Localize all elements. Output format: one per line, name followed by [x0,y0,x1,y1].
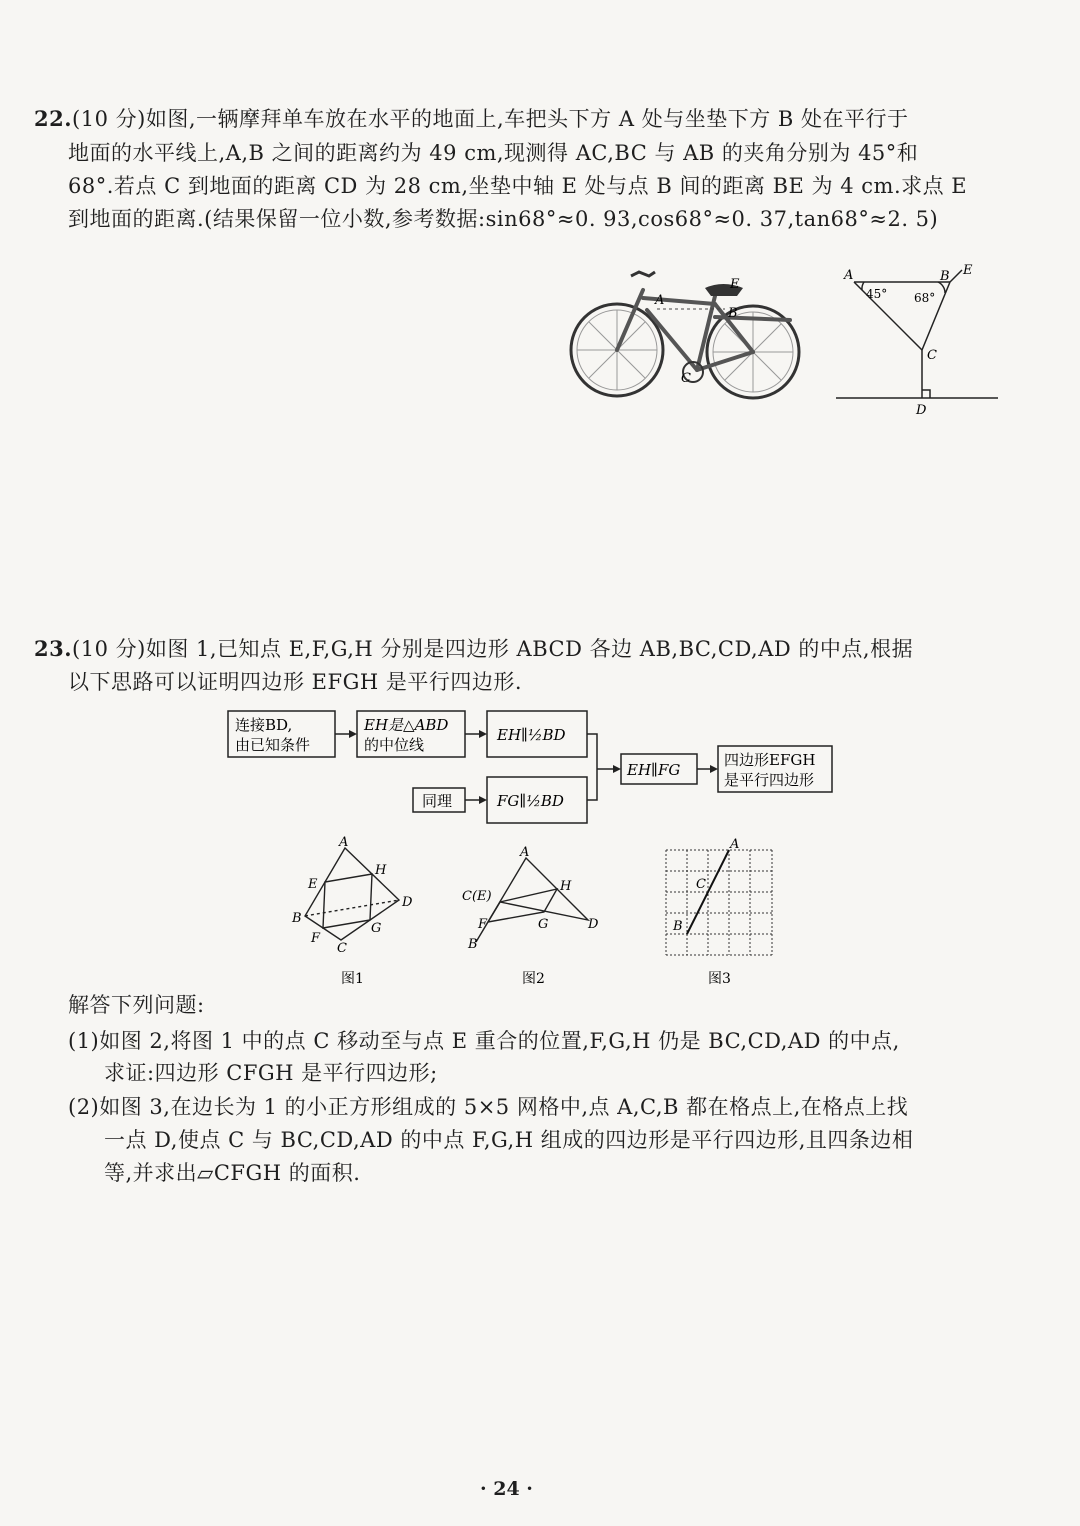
q22-line4: 到地面的距离.(结果保留一位小数,参考数据:sin68°≈0. 93,cos68°≈0. 37,tan68°≈2. 5) [68,207,939,231]
fig1-label-d: D [402,895,413,910]
flow-box3: EH∥½BD [497,726,566,744]
flow-box4: 同理 [422,792,453,810]
fig1-label-b: B [292,911,302,926]
segment-ac [854,282,922,350]
q23-line2: 以下思路可以证明四边形 EFGH 是平行四边形. [68,670,523,694]
geo-angle-68: 68° [914,291,936,305]
fig1-label-a: A [339,835,349,850]
fig2-label-f: F [478,917,488,932]
q22-geometry-diagram [832,262,1002,422]
figure-1 [285,828,425,988]
fig2-label-b: B [468,937,478,952]
segment-be [950,270,962,282]
fig2-label-h: H [560,879,572,894]
q23-line1 [34,634,913,664]
figure-2 [458,842,608,988]
fig3-label-b: B [673,919,683,934]
flow-box5: FG∥½BD [497,792,564,810]
bike-label-a: A [655,293,665,308]
q23-part1-line1: (1)如图 2,将图 1 中的点 C 移动至与点 E 重合的位置,F,G,H 仍是 BC,CD,AD 的中点, [68,1029,900,1053]
q23-answer-intro: 解答下列问题: [68,993,205,1017]
flow-box1-line2: 由已知条件 [235,736,311,754]
diagonal-bd [305,900,399,916]
grid-5x5 [666,850,772,955]
fig1-caption: 图1 [341,971,364,987]
geo-label-e: E [963,263,973,278]
bicycle-illustration [565,262,810,412]
q23-part2-line3: 等,并求出▱CFGH 的面积. [104,1161,361,1185]
q23-part1-line2: 求证:四边形 CFGH 是平行四边形; [104,1061,438,1085]
geo-label-c: C [927,348,937,363]
q22-line1 [34,104,908,134]
fig2-label-d: D [588,917,599,932]
fig2-label-ce: C(E) [462,889,492,904]
fig2-label-g: G [538,917,549,932]
fig3-label-a: A [730,837,740,852]
geo-label-b: B [940,269,950,284]
fig3-caption: 图3 [708,971,731,987]
fig2-label-a: A [520,845,530,860]
page-number [480,1478,533,1500]
fig1-label-e: E [308,877,318,892]
geo-label-a: A [844,268,854,283]
shape-abcd-fig2 [476,858,588,942]
fig2-caption: 图2 [522,971,545,987]
q22-line3: 68°.若点 C 到地面的距离 CD 为 28 cm,坐垫中轴 E 处与点 B 间的距离 BE 为 4 cm.求点 E [68,174,968,198]
fig1-label-f: F [311,931,321,946]
fig1-label-c: C [337,941,347,956]
flow-box1-line1: 连接BD, [235,716,293,734]
flow-box2-line1: EH是△ABD [364,716,449,734]
geo-angle-45: 45° [866,287,888,301]
angle-mark-a [862,282,864,290]
q22-number: 22. [34,106,73,131]
page-number-dot-right: · [519,1478,533,1500]
fig1-label-g: G [371,921,382,936]
flow-box2-line2: 的中位线 [364,736,425,754]
flow-box7-line1: 四边形EFGH [724,751,816,769]
figure-3 [660,836,780,988]
bike-label-c: C [681,371,691,386]
fig1-label-h: H [375,863,387,878]
q22-text-1: (10 分)如图,一辆摩拜单车放在水平的地面上,车把头下方 A 处与坐垫下方 B 处在平行于 [72,107,909,131]
page-number-value: 24 [493,1478,520,1500]
quad-abcd [305,848,399,940]
q23-text-1: (10 分)如图 1,已知点 E,F,G,H 分别是四边形 ABCD 各边 AB,BC,CD,AD 的中点,根据 [72,637,914,661]
proof-flowchart [225,706,837,830]
q22-line2: 地面的水平线上,A,B 之间的距离约为 49 cm,现测得 AC,BC 与 AB 的夹角分别为 45°和 [68,141,919,165]
flow-box7-line2: 是平行四边形 [724,771,815,789]
geo-label-d: D [916,403,927,418]
bike-label-b: B [728,306,738,321]
bike-handlebar [631,272,655,276]
fig3-label-c: C [696,877,706,892]
q23-part2-line2: 一点 D,使点 C 与 BC,CD,AD 的中点 F,G,H 组成的四边形是平行四边形,且四条边相 [104,1128,914,1152]
flow-box6: EH∥FG [627,761,681,779]
quad-efgh [323,874,372,928]
q23-number: 23. [34,636,73,661]
q23-part2-line1: (2)如图 3,在边长为 1 的小正方形组成的 5×5 网格中,点 A,C,B 都在格点上,在格点上找 [68,1095,909,1119]
right-angle-mark [922,390,930,398]
bike-label-e: E [730,277,740,292]
page-number-dot-left: · [480,1478,494,1500]
